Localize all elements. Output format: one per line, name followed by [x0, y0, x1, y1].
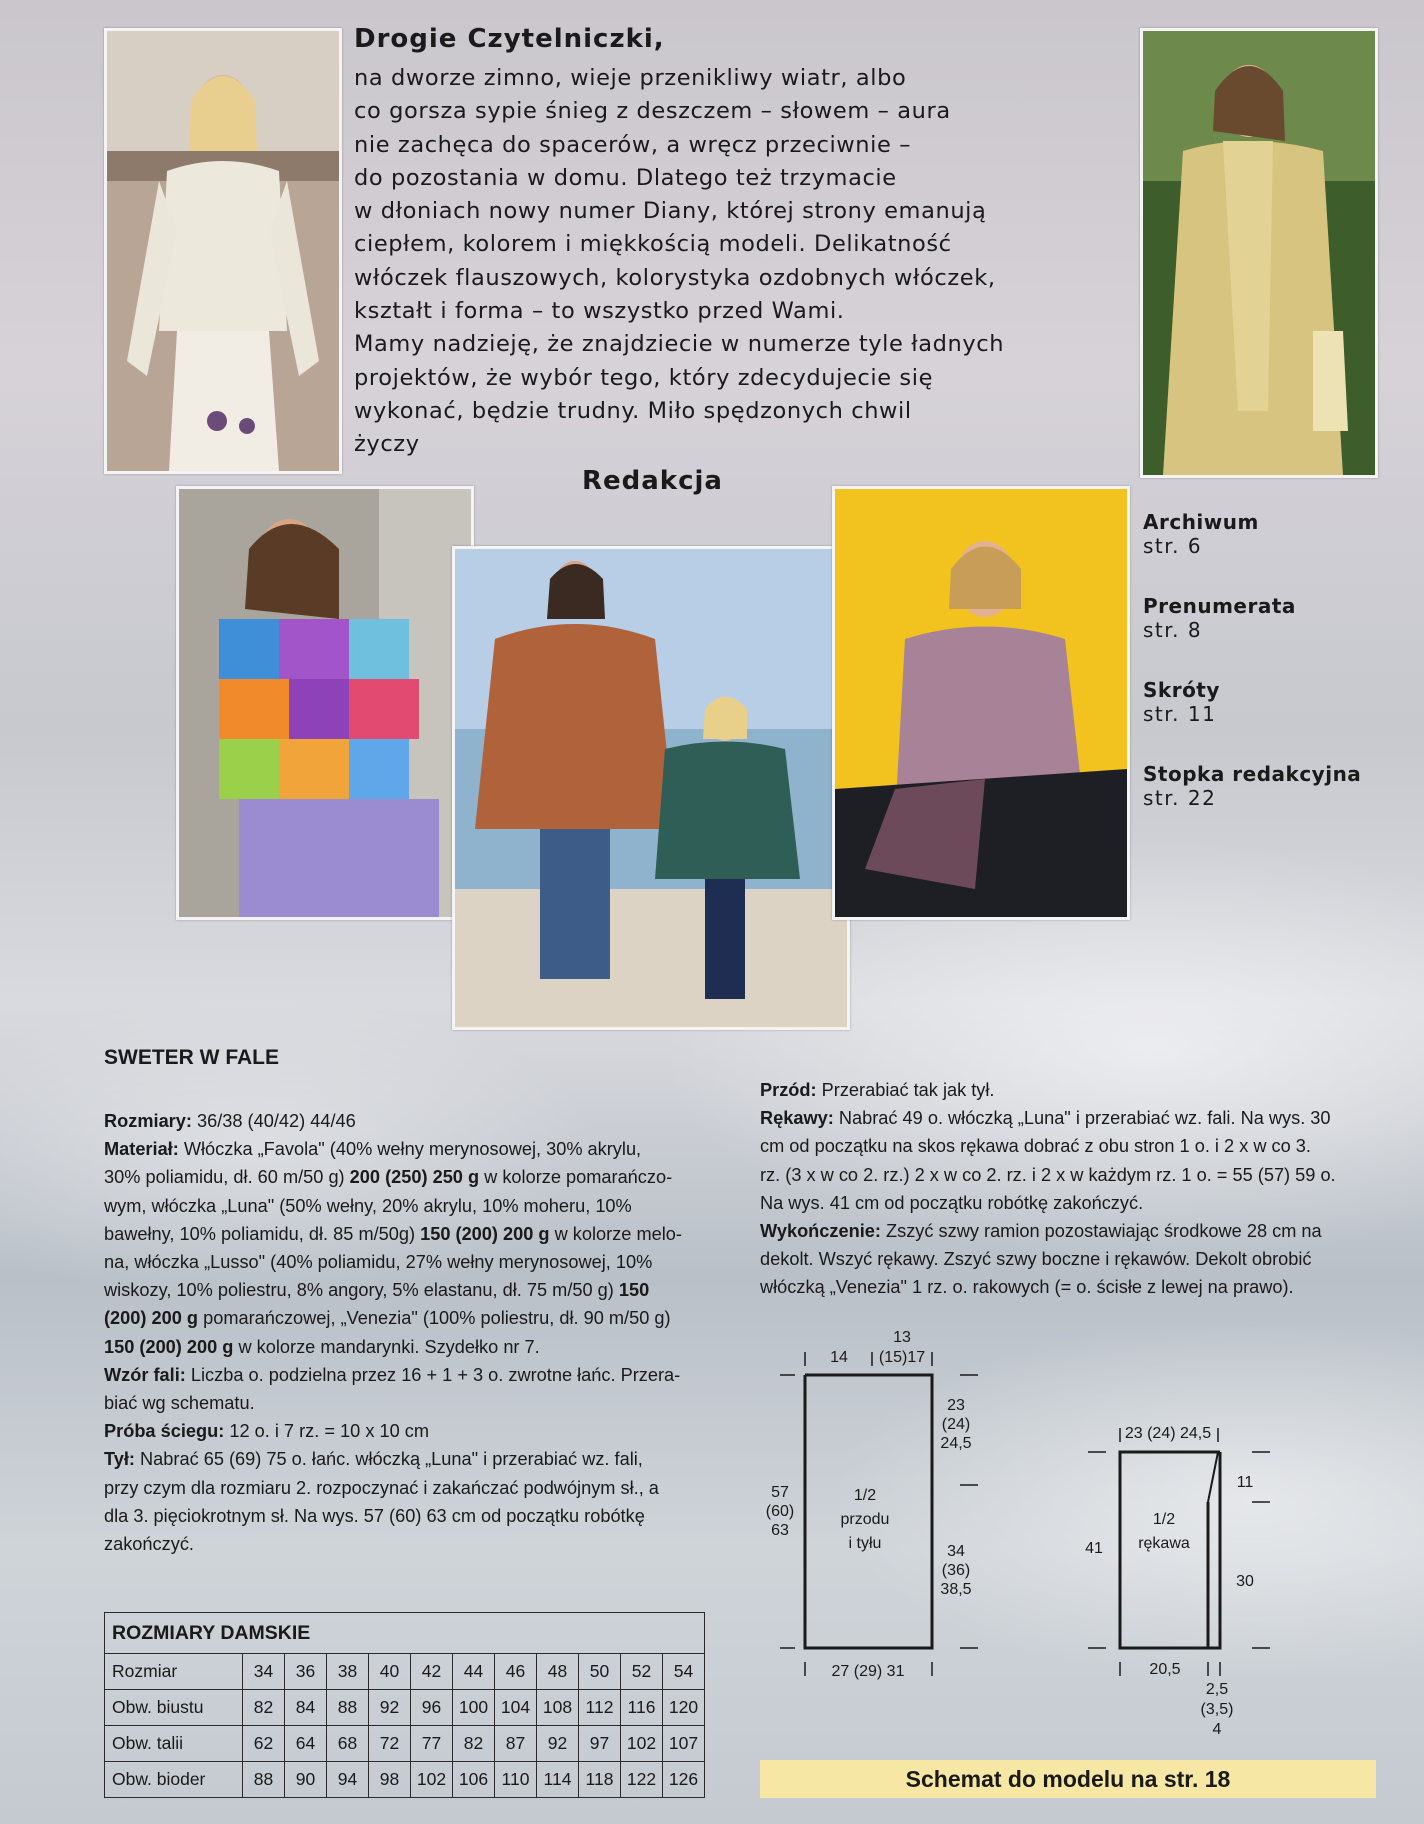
article-text: cm od początku na skos rękawa dobrać z obu stron 1 o. i 2 x w co 3.: [760, 1136, 1311, 1157]
intro-line: wykonać, będzie trudny. Miło spędzonych chwil: [354, 397, 912, 424]
size-table-cell: 54: [663, 1654, 705, 1690]
toc-item-title: Stopka redakcyjna: [1143, 762, 1362, 786]
article-text: Zszyć szwy ramion pozostawiając środkowe 28 cm na: [880, 1221, 1322, 1242]
piece-label: 1/2: [1152, 1511, 1176, 1528]
dim-text: (15)17: [878, 1349, 926, 1366]
toc-item-title: Skróty: [1143, 678, 1220, 702]
article-line: [104, 1107, 724, 1135]
dim-text: 30: [1236, 1573, 1254, 1590]
article-text: Nabrać 65 (69) 75 o. łańc. włóczką „Luna" i przerabiać wz. fali,: [134, 1449, 643, 1470]
intro-line: w dłoniach nowy numer Diany, której strony emanują: [354, 198, 987, 225]
dim-text: 13: [893, 1329, 911, 1346]
size-table-cell: 88: [327, 1690, 369, 1726]
article-bold-text: Przód:: [760, 1080, 817, 1100]
size-table-row: [105, 1654, 705, 1690]
article-line: [760, 1076, 1380, 1104]
article-text: 30% poliamidu, dł. 60 m/50 g): [104, 1167, 350, 1188]
size-table-cell: 116: [621, 1690, 663, 1726]
size-table-row-label: Rozmiar: [105, 1654, 243, 1690]
article-bold-text: Wykończenie:: [760, 1221, 881, 1242]
article-line: [760, 1104, 1380, 1132]
dim-text: (24): [941, 1416, 971, 1433]
size-table-cell: 106: [453, 1762, 495, 1798]
dim-text: 27 (29) 31: [831, 1663, 905, 1680]
article-left-column: [104, 1107, 724, 1558]
size-table-cell: 84: [285, 1690, 327, 1726]
article-text: biać wg schematu.: [104, 1393, 255, 1414]
piece-label: przodu: [840, 1511, 890, 1528]
size-table-cell: 97: [579, 1726, 621, 1762]
size-table-cell: 46: [495, 1654, 537, 1690]
article-line: [760, 1273, 1380, 1301]
size-table-cell: 50: [579, 1654, 621, 1690]
article-text: włóczką „Venezia" 1 rz. o. rakowych (= o. ścisłe z lewej na prawo).: [760, 1277, 1294, 1298]
piece-label: i tyłu: [848, 1535, 882, 1552]
intro-line: życzy: [354, 431, 420, 458]
article-text: na, włóczka „Lusso" (40% poliamidu, 27% wełny merynosowej, 10%: [104, 1252, 653, 1273]
article-bold-text: 150 (200) 200 g: [420, 1223, 550, 1244]
piece-label: rękawa: [1138, 1535, 1190, 1552]
article-text: Liczba o. podzielna przez 16 + 1 + 3 o. zwrotne łańc. Przera-: [185, 1364, 681, 1385]
article-bold-text: 150: [618, 1280, 650, 1301]
article-line: [104, 1163, 724, 1191]
size-table-cell: 122: [621, 1762, 663, 1798]
size-table-cell: 82: [453, 1726, 495, 1762]
size-table-cell: 104: [495, 1690, 537, 1726]
article-line: [104, 1192, 724, 1220]
size-table-cell: 87: [495, 1726, 537, 1762]
dim-text: 23 (24) 24,5: [1124, 1425, 1212, 1442]
size-table-cell: 92: [369, 1690, 411, 1726]
size-table-row: [105, 1690, 705, 1726]
article-text: dla 3. pięciokrotnym sł. Na wys. 57 (60) 63 cm od początku robótkę: [104, 1505, 645, 1526]
article-line: [760, 1161, 1380, 1189]
photo-mother-daughter-ponchos: [452, 546, 850, 1030]
size-table-header-row: [105, 1613, 705, 1654]
size-table-cell: 94: [327, 1762, 369, 1798]
schema-reference-bar: Schemat do modelu na str. 18: [760, 1760, 1376, 1798]
photo-model-yellow-coat: [1140, 28, 1378, 478]
article-text: Przerabiać tak jak tył.: [816, 1080, 995, 1100]
size-table-cell: 82: [243, 1690, 285, 1726]
dim-text: 23: [947, 1397, 965, 1414]
size-table-cell: 118: [579, 1762, 621, 1798]
article-text: zakończyć.: [104, 1534, 194, 1555]
article-line: [104, 1276, 724, 1304]
size-table-row-label: Obw. biustu: [105, 1690, 243, 1726]
article-line: [104, 1333, 724, 1361]
size-table-cell: 102: [411, 1762, 453, 1798]
sleeve-piece-diagram: [1088, 1428, 1270, 1676]
toc-item-title: Archiwum: [1143, 510, 1259, 534]
size-table: [104, 1612, 705, 1798]
photo-model-pink-cardigan: [832, 486, 1130, 920]
article-bold-text: Rękawy:: [760, 1108, 834, 1129]
article-text: Włóczka „Favola" (40% wełny merynosowej, 30% akrylu,: [178, 1139, 642, 1160]
size-table-cell: 42: [411, 1654, 453, 1690]
size-table-row: [105, 1726, 705, 1762]
intro-line: projektów, że wybór tego, który zdecydujecie się: [354, 364, 934, 391]
article-bold-text: Próba ściegu:: [104, 1421, 225, 1442]
size-table-cell: 36: [285, 1654, 327, 1690]
toc-item[interactable]: [1143, 510, 1259, 558]
article-text: w kolorze pomarańczo-: [479, 1167, 673, 1188]
article-text: przy czym dla rozmiaru 2. rozpoczynać i zakańczać podwójnym sł., a: [104, 1477, 659, 1498]
article-bold-text: 200 (250) 250 g: [349, 1167, 480, 1188]
size-table-cell: 48: [537, 1654, 579, 1690]
intro-line: co gorsza sypie śnieg z deszczem – słowem – aura: [354, 98, 951, 125]
photo-model-striped-sweater: [176, 486, 474, 920]
dim-text: 57: [771, 1484, 789, 1501]
size-table-cell: 126: [663, 1762, 705, 1798]
dim-text: 14: [830, 1349, 848, 1366]
intro-line: ciepłem, kolorem i miękkością modeli. Delikatność: [354, 231, 952, 258]
size-table-cell: 64: [285, 1726, 327, 1762]
intro-line: na dworze zimno, wieje przenikliwy wiatr, albo: [354, 65, 907, 91]
size-table-row-label: Obw. talii: [105, 1726, 243, 1762]
dim-text: 34: [947, 1543, 965, 1560]
article-line: [104, 1304, 724, 1332]
dim-text: 24,5: [940, 1435, 972, 1452]
dim-text: 63: [771, 1522, 789, 1539]
article-line: [760, 1132, 1380, 1160]
toc-item[interactable]: [1143, 762, 1361, 810]
article-line: [760, 1217, 1380, 1245]
article-line: [104, 1445, 724, 1473]
size-table-cell: 112: [579, 1690, 621, 1726]
article-text: w kolorze melo-: [549, 1223, 682, 1244]
size-table-cell: 92: [537, 1726, 579, 1762]
toc-item[interactable]: [1143, 678, 1220, 726]
article-line: [760, 1245, 1380, 1273]
article-text: 36/38 (40/42) 44/46: [191, 1111, 356, 1131]
article-line: [104, 1389, 724, 1417]
article-text: w kolorze mandarynki. Szydełko nr 7.: [233, 1336, 540, 1357]
dim-text: (3,5): [1200, 1701, 1234, 1718]
piece-label: 1/2: [853, 1487, 877, 1504]
photo-model-white-sweater: [104, 28, 342, 474]
toc-item-page: str. 22: [1143, 786, 1217, 810]
size-table-cell: 90: [285, 1762, 327, 1798]
article-line: [104, 1248, 724, 1276]
article-bold-text: Materiał:: [104, 1139, 179, 1160]
size-table-cell: 96: [411, 1690, 453, 1726]
size-table-cell: 68: [327, 1726, 369, 1762]
article-bold-text: 150 (200) 200 g: [104, 1336, 234, 1357]
dim-text: (60): [765, 1503, 795, 1520]
article-text: wym, włóczka „Luna" (50% wełny, 20% akrylu, 10% moheru, 10%: [104, 1195, 632, 1216]
article-line: [104, 1220, 724, 1248]
dim-text: 38,5: [940, 1581, 972, 1598]
size-table-cell: 102: [621, 1726, 663, 1762]
intro-text: [354, 62, 1134, 462]
article-line: [104, 1530, 724, 1558]
article-text: Nabrać 49 o. włóczką „Luna" i przerabiać wz. fali. Na wys. 30: [833, 1108, 1331, 1129]
size-table-cell: 100: [453, 1690, 495, 1726]
intro-line: włóczek flauszowych, kolorystyka ozdobnych włóczek,: [354, 264, 996, 291]
article-text: pomarańczowej, „Venezia" (100% poliestru, dł. 90 m/50 g): [198, 1308, 671, 1329]
size-table-cell: 62: [243, 1726, 285, 1762]
dim-text: 4: [1212, 1721, 1222, 1738]
size-table-cell: 38: [327, 1654, 369, 1690]
article-line: [104, 1474, 724, 1502]
size-table-cell: 108: [537, 1690, 579, 1726]
article-bold-text: (200) 200 g: [104, 1308, 199, 1329]
article-text: rz. (3 x w co 2. rz.) 2 x w co 2. rz. i 2 x w każdym rz. 1 o. = 55 (57) 59 o.: [760, 1164, 1336, 1185]
intro-signature: Redakcja: [582, 466, 723, 496]
dim-text: 20,5: [1149, 1661, 1181, 1678]
size-table-cell: 77: [411, 1726, 453, 1762]
size-table-cell: 110: [495, 1762, 537, 1798]
article-text: 12 o. i 7 rz. = 10 x 10 cm: [224, 1421, 429, 1442]
size-table-cell: 88: [243, 1762, 285, 1798]
article-line: [104, 1417, 724, 1445]
toc-item-page: str. 8: [1143, 618, 1203, 642]
size-table-cell: 72: [369, 1726, 411, 1762]
pattern-diagram: [740, 1310, 1380, 1750]
size-table-cell: 120: [663, 1690, 705, 1726]
dim-text: 11: [1236, 1474, 1254, 1491]
article-title: SWETER W FALE: [104, 1046, 279, 1069]
article-bold-text: Wzór fali:: [104, 1364, 186, 1385]
toc-item-title: Prenumerata: [1143, 594, 1296, 618]
intro-line: kształt i forma – to wszystko przed Wami.: [354, 298, 845, 325]
article-text: wiskozy, 10% poliestru, 8% angory, 5% elastanu, dł. 75 m/50 g): [104, 1280, 619, 1301]
size-table-title: ROZMIARY DAMSKIE: [105, 1613, 705, 1654]
size-table-row: [105, 1762, 705, 1798]
size-table-cell: 98: [369, 1762, 411, 1798]
article-text: Na wys. 41 cm od początku robótkę zakończyć.: [760, 1192, 1144, 1213]
article-line: [104, 1502, 724, 1530]
article-text: dekolt. Wszyć rękawy. Zszyć szwy boczne i rękawów. Dekolt obrobić: [760, 1249, 1312, 1270]
dim-text: (36): [941, 1562, 971, 1579]
intro-line: do pozostania w domu. Dlatego też trzymacie: [354, 164, 897, 191]
dim-text: 2,5: [1205, 1681, 1229, 1698]
size-table-cell: 44: [453, 1654, 495, 1690]
dim-text: 41: [1085, 1540, 1103, 1557]
toc-item-page: str. 11: [1143, 702, 1217, 726]
size-table-cell: 114: [537, 1762, 579, 1798]
size-table-row-label: Obw. bioder: [105, 1762, 243, 1798]
article-right-column: [760, 1076, 1380, 1302]
toc-item-page: str. 6: [1143, 534, 1203, 558]
article-bold-text: Rozmiary:: [104, 1111, 192, 1131]
intro-line: Mamy nadzieję, że znajdziecie w numerze tyle ładnych: [354, 331, 1005, 358]
article-text: bawełny, 10% poliamidu, dł. 85 m/50g): [104, 1223, 421, 1244]
article-line: [104, 1361, 724, 1389]
article-line: [760, 1189, 1380, 1217]
size-table-cell: 52: [621, 1654, 663, 1690]
intro-title: Drogie Czytelniczki,: [354, 24, 665, 54]
toc-item[interactable]: [1143, 594, 1296, 642]
article-bold-text: Tył:: [104, 1449, 135, 1470]
size-table-cell: 107: [663, 1726, 705, 1762]
intro-line: nie zachęca do spacerów, a wręcz przeciwnie –: [354, 131, 912, 158]
size-table-cell: 40: [369, 1654, 411, 1690]
article-line: [104, 1135, 724, 1163]
size-table-cell: 34: [243, 1654, 285, 1690]
